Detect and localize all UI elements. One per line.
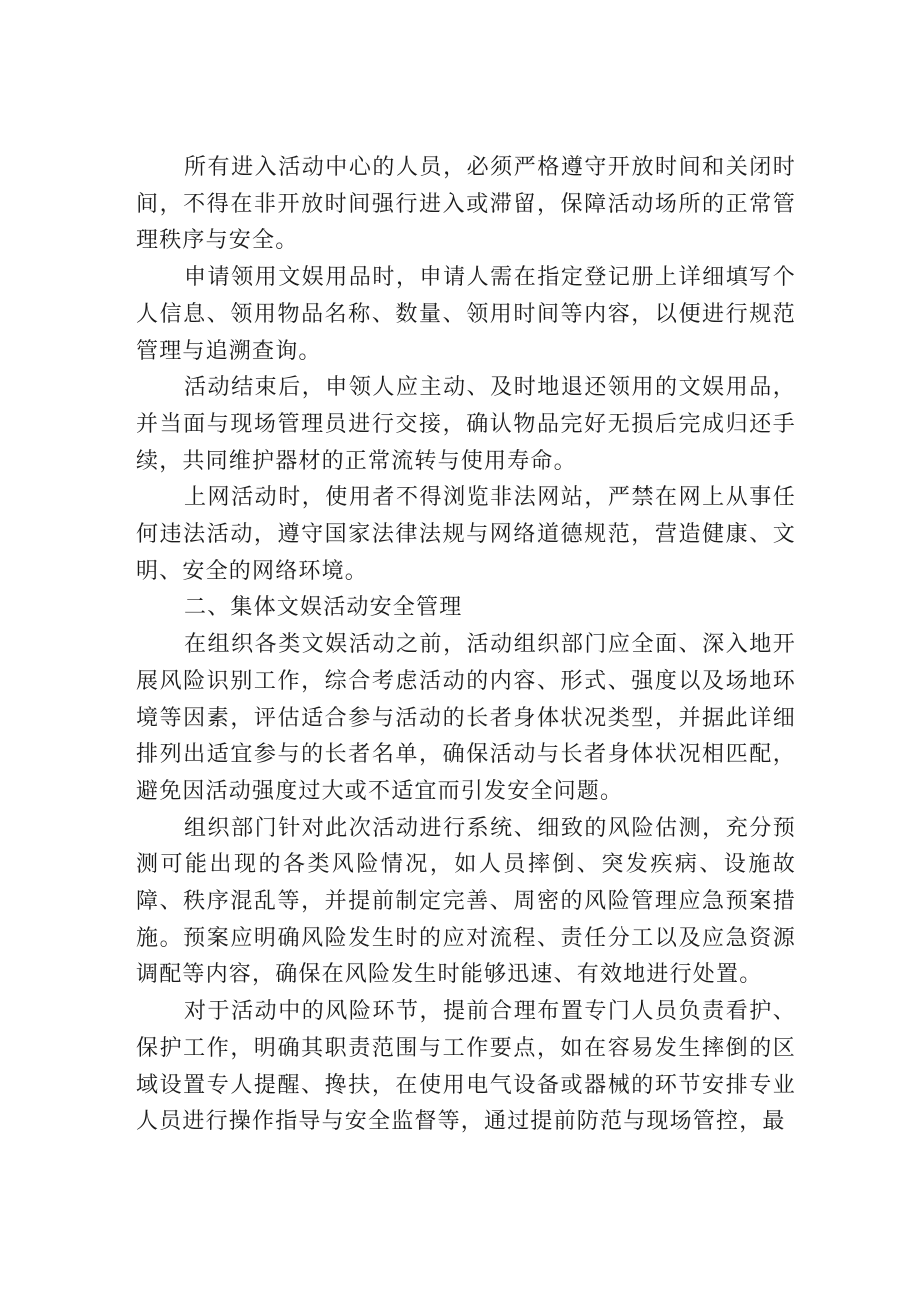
document-body: [136, 150, 796, 1141]
paragraph-risk-identification: 在组织各类文娱活动之前，活动组织部门应全面、深入地开展风险识别工作，综合考虑活动的内容、形式、强度以及场地环境等因素，评估适合参与活动的长者身体状况类型，并据此详细排列出适宜参与的长者名单，确保活动与长者身体状况相匹配，避免因活动强度过大或不适宜而引发安全问题。: [136, 632, 796, 804]
section-heading: 二、集体文娱活动安全管理: [184, 595, 463, 621]
paragraph-item-return: 活动结束后，申领人应主动、及时地退还领用的文娱用品，并当面与现场管理员进行交接，确认物品完好无损后完成归还手续，共同维护器材的正常流转与使用寿命。: [136, 375, 796, 474]
paragraph-item-registration: 申请领用文娱用品时，申请人需在指定登记册上详细填写个人信息、领用物品名称、数量、领用时间等内容，以便进行规范管理与追溯查询。: [136, 265, 796, 364]
paragraph-risk-assessment: 组织部门针对此次活动进行系统、细致的风险估测，充分预测可能出现的各类风险情况，如人员摔倒、突发疾病、设施故障、秩序混乱等，并提前制定完善、周密的风险管理应急预案措施。预案应明确风险发生时的应对流程、责任分工以及应急资源调配等内容，确保在风险发生时能够迅速、有效地进行处置。: [136, 815, 796, 988]
paragraph-opening-hours: 所有进入活动中心的人员，必须严格遵守开放时间和关闭时间，不得在非开放时间强行进入或滞留，保障活动场所的正常管理秩序与安全。: [136, 155, 796, 254]
paragraph-internet-use: 上网活动时，使用者不得浏览非法网站，严禁在网上从事任何违法活动，遵守国家法律法规与网络道德规范，营造健康、文明、安全的网络环境。: [136, 485, 796, 584]
paragraph-risk-staffing: 对于活动中的风险环节，提前合理布置专门人员负责看护、保护工作，明确其职责范围与工作要点，如在容易发生摔倒的区域设置专人提醒、搀扶，在使用电气设备或器械的环节安排专业人员进行操作指导与安全监督等，通过提前防范与现场管控，最: [136, 999, 796, 1135]
